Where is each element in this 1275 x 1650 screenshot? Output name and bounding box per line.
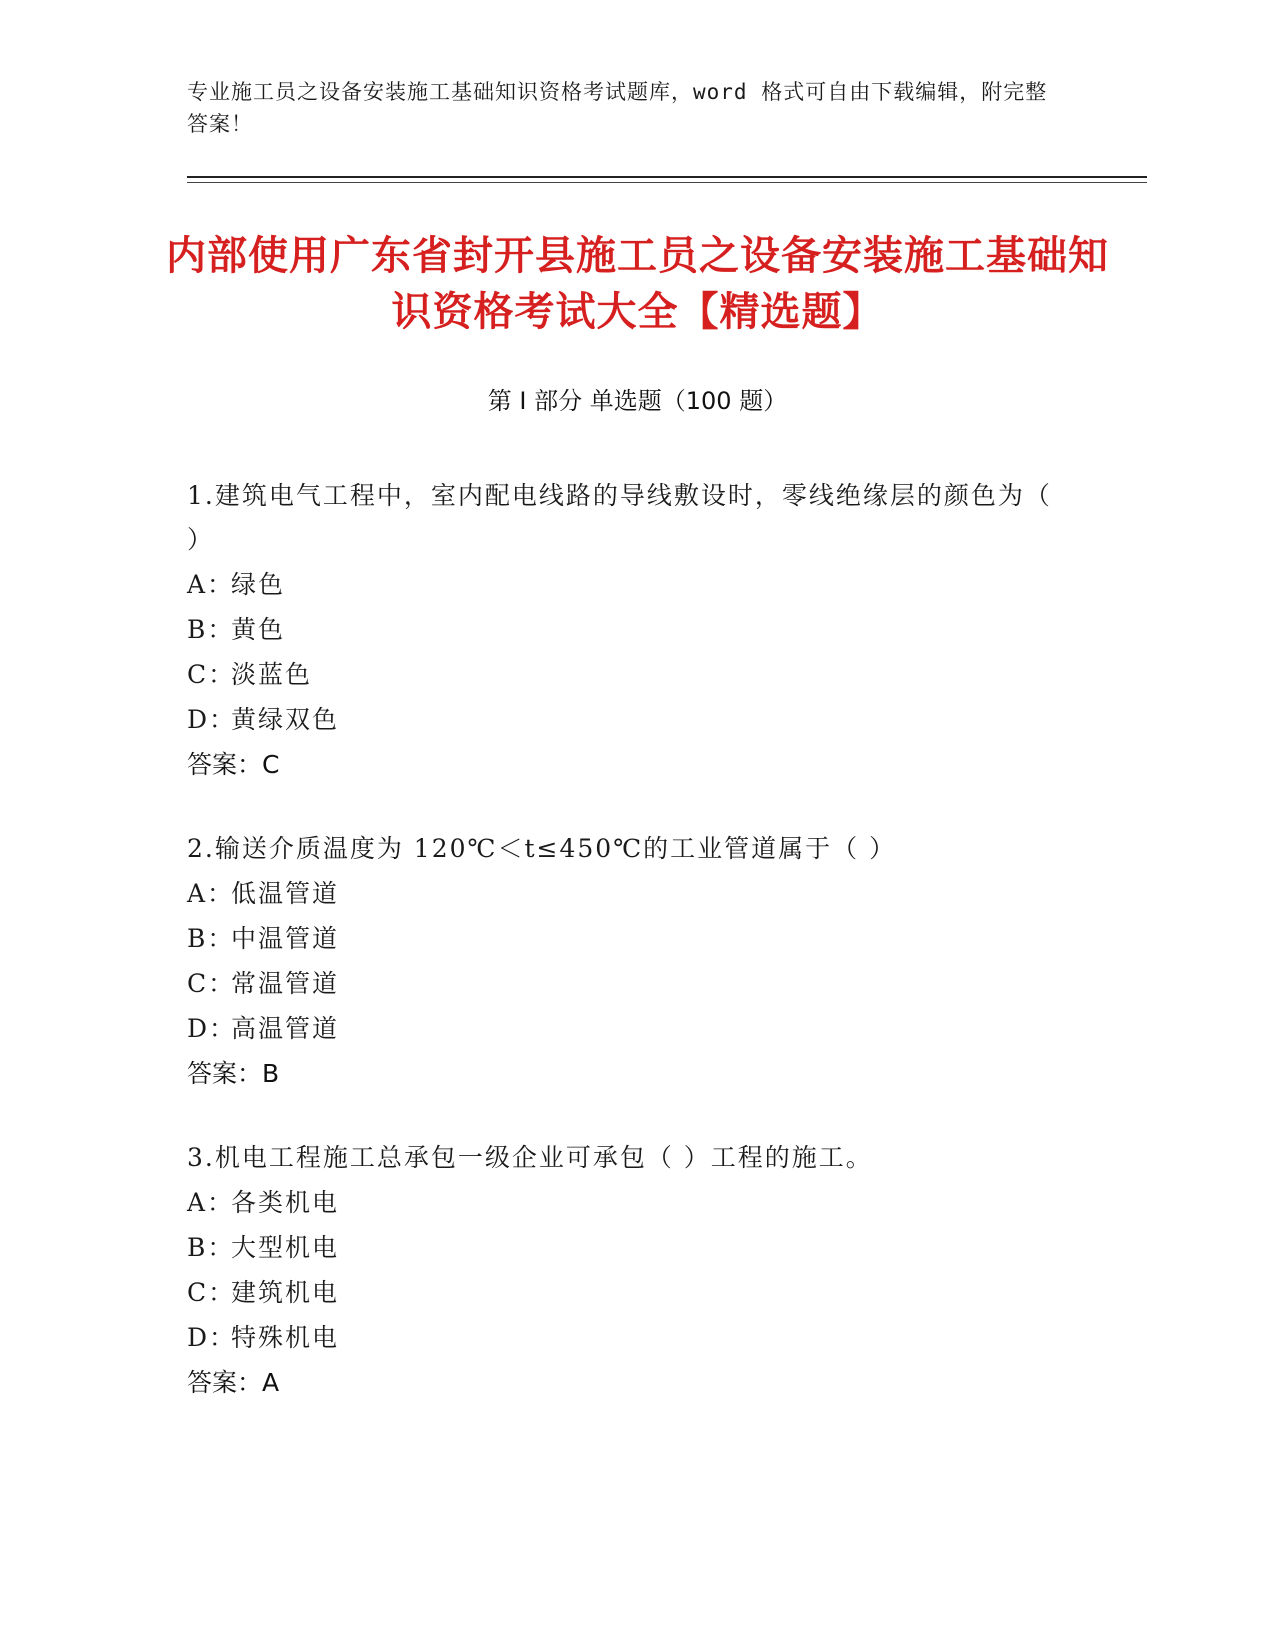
option-c bbox=[187, 961, 1067, 1006]
option-key: A： bbox=[187, 879, 235, 908]
option-key: B： bbox=[187, 924, 235, 953]
option-c bbox=[187, 652, 1067, 697]
answer-line: 答案：C bbox=[187, 750, 280, 779]
option-key: A： bbox=[187, 570, 235, 599]
option-b bbox=[187, 916, 1067, 961]
question-1 bbox=[187, 474, 1067, 788]
header-divider-thick bbox=[187, 176, 1147, 178]
option-key: D： bbox=[187, 1323, 237, 1352]
option-text: 绿色 bbox=[231, 570, 286, 599]
option-text: 黄色 bbox=[231, 615, 286, 644]
section-heading: 第 I 部分 单选题（100 题） bbox=[487, 387, 788, 415]
option-b bbox=[187, 607, 1067, 652]
document-title: 内部使用广东省封开县施工员之设备安装施工基础知识资格考试大全【精选题】 bbox=[166, 233, 1109, 335]
question-3 bbox=[187, 1136, 1067, 1406]
answer-line: 答案：B bbox=[187, 1059, 280, 1088]
option-key: B： bbox=[187, 1233, 235, 1262]
option-text: 淡蓝色 bbox=[231, 660, 313, 689]
option-text: 建筑机电 bbox=[231, 1278, 340, 1307]
option-a bbox=[187, 562, 1067, 607]
option-c bbox=[187, 1270, 1067, 1315]
option-text: 低温管道 bbox=[231, 879, 340, 908]
header-note: 专业施工员之设备安装施工基础知识资格考试题库，word 格式可自由下载编辑，附完整答案！ bbox=[187, 80, 1048, 136]
option-a bbox=[187, 1180, 1067, 1225]
option-d bbox=[187, 1006, 1067, 1051]
option-key: D： bbox=[187, 1014, 237, 1043]
option-key: C： bbox=[187, 969, 236, 998]
option-key: B： bbox=[187, 615, 235, 644]
question-stem: 1.建筑电气工程中，室内配电线路的导线敷设时，零线绝缘层的颜色为（ ） bbox=[187, 481, 1052, 554]
option-text: 特殊机电 bbox=[231, 1323, 340, 1352]
question-2 bbox=[187, 827, 1067, 1097]
option-text: 高温管道 bbox=[231, 1014, 340, 1043]
option-text: 黄绿双色 bbox=[231, 705, 340, 734]
option-text: 大型机电 bbox=[231, 1233, 340, 1262]
question-stem: 3.机电工程施工总承包一级企业可承包（ ）工程的施工。 bbox=[187, 1143, 873, 1172]
option-text: 中温管道 bbox=[231, 924, 340, 953]
option-d bbox=[187, 697, 1067, 742]
header-divider-thin bbox=[187, 182, 1147, 183]
option-key: A： bbox=[187, 1188, 235, 1217]
question-stem: 2.输送介质温度为 120℃＜t≤450℃的工业管道属于（ ） bbox=[187, 834, 897, 863]
answer-line: 答案：A bbox=[187, 1368, 280, 1397]
option-key: C： bbox=[187, 660, 236, 689]
option-b bbox=[187, 1225, 1067, 1270]
option-text: 常温管道 bbox=[231, 969, 340, 998]
option-key: D： bbox=[187, 705, 237, 734]
option-a bbox=[187, 871, 1067, 916]
option-key: C： bbox=[187, 1278, 236, 1307]
question-list bbox=[187, 474, 1067, 1445]
option-d bbox=[187, 1315, 1067, 1360]
option-text: 各类机电 bbox=[231, 1188, 340, 1217]
